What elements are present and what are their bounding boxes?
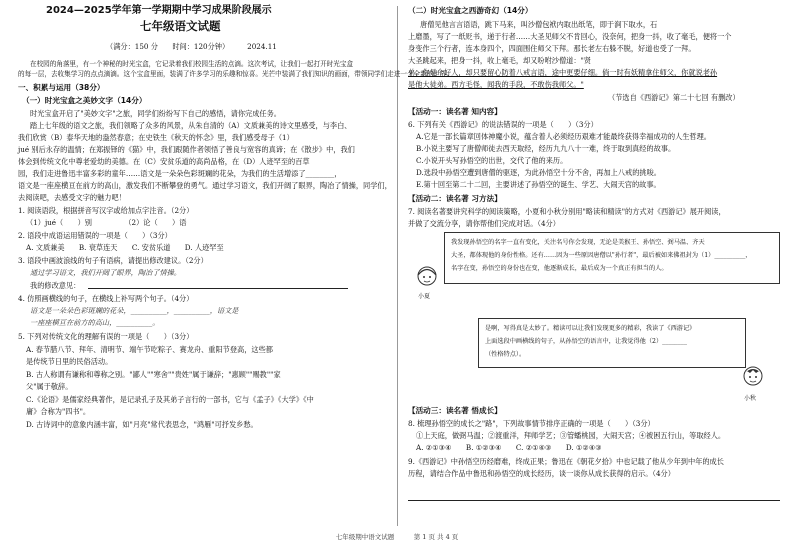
bubble-2-line-1: 是啊，写得真是太妙了。精读可以让我们发现更多的精彩，我读了《西游记》 [485, 325, 696, 332]
bubble-1-line-2[interactable]: 大圣，都体现他的身份性格。还有……因为一些原因唐僧以"孙行者"，最后被如来佛祖封为（1）__________， [451, 252, 752, 259]
girl-avatar-icon [412, 262, 442, 292]
activity-3-heading: 【活动三：读名著 悟成长】 [408, 406, 502, 415]
passage-line-1: 时光宝盒开启了"美妙文字"之旅，同学们纷纷写下自己的感悟，请你完成任务。 [30, 109, 281, 118]
question-6: 6. 下列有关《西游记》的说法错误的一项是（ ）（3分） [408, 120, 598, 129]
question-3: 3. 语段中画波浪线的句子有语病，请提出修改建议。（2分） [18, 256, 208, 265]
dialogue-bubble-xiaoqiu [478, 318, 746, 368]
activity-2-heading: 【活动二：读名著 习方法】 [408, 194, 502, 203]
question-3-answer-line[interactable] [88, 288, 348, 289]
question-5-option-c1[interactable]: C.《论语》是儒家经典著作，是记录孔子及其弟子言行的一部书，它与《孟子》《大学》《中 [26, 395, 314, 404]
activity-1-heading: 【活动一：读名著 知内容】 [408, 107, 502, 116]
passage-line-2: 踏上七年级的语文之旅，我们领略了众多的风景，从朱自清的（A）文质兼美的诗文里感受，与李白、 [30, 121, 352, 130]
excerpt-source: （节选自《西游记》第二十七回 有删改） [608, 93, 740, 102]
exam-title: 2024—2025学年第一学期期中学习成果阶段展示 [46, 5, 272, 16]
question-6-option-e[interactable]: E.第十回至第二十二回，主要讲述了孙悟空的诞生、学艺、大闹天宫的故事。 [416, 180, 661, 189]
excerpt-line-4: 大圣跳起来，把身一抖，收上毫毛，却又吩咐沙僧道："贤 [408, 56, 591, 65]
sub-1-heading: （一）时光宝盒之美妙文字（14分） [22, 96, 147, 105]
question-3-sentence: 通过学习语文，我们开阔了眼界，陶冶了情操。 [30, 268, 181, 277]
passage-line-7: 语文是一座座横亘在前方的高山，激发我们不断攀登的勇气。通过学习语文，我们开阔了眼界，陶冶了情操，同学们， [18, 181, 392, 190]
question-6-option-a[interactable]: A.它是一部长篇章回体神魔小说，蕴含着人必须经历艰难才能最终获得幸福成功的人生哲理。 [416, 132, 711, 141]
question-2: 2. 语段中成语运用错误的一项是（ ）（3分） [18, 231, 172, 240]
question-6-option-c[interactable]: C.小说开头写孙悟空的出世，交代了他的来历。 [416, 156, 568, 165]
exam-meta: （满分：150 分 时间：120分钟） 2024.11 [106, 42, 277, 51]
section-1-heading: 一、积累与运用（38分） [18, 83, 105, 92]
passage-line-4: jué 别后永存的温情；在郑振铎的《猫》中，我们跟随作者领悟了善良与宽容的真谛；在《散步》中，我们 [18, 145, 355, 154]
question-6-option-b[interactable]: B.小说主要写了唐僧师徒去西天取经，经历九九八十一难，终于取到真经的故事。 [416, 144, 676, 153]
intro-line-2: 的每一层，去收集学习的点点滴滴。这个宝盒里面，装满了许多学习的乐趣和惊喜。光芒中装满了我们知识的画面，带领同学们走进一个全新的世界。 [18, 70, 454, 78]
question-5-option-d[interactable]: D. 古诗词中的意象内涵丰富，如"月亮"常代表思念，"鸿雁"可抒发乡愁。 [26, 420, 258, 429]
passage-line-5: 体会到传统文化中尊老爱幼的美德。在（C）安贫乐道的高尚品格，在（D）人迹罕至的百草 [18, 157, 310, 166]
excerpt-line-3: 身变作三个行者，连本身四个，四面围住师父下拜。那长老左右躲不脱，好道也受了一拜。 [408, 44, 696, 53]
bubble-2-line-3: （性格特点）。 [485, 351, 526, 358]
question-5-option-b1[interactable]: B. 古人称谓有谦称和尊称之别。"鄙人""寒舍""贵姓"属于谦辞；"惠顾""赐教""家 [26, 370, 281, 379]
question-8-items: ①上天庭，做弼马温；②渡重洋，拜师学艺；③管蟠桃园，大闹天宫；④被困五行山，等取经人。 [416, 431, 726, 440]
question-5-option-a2: 是传统节日里的民俗活动。 [26, 357, 113, 366]
question-2-options[interactable]: A. 文质兼美 B. 衰草连天 C. 安贫乐道 D. 人迹罕至 [26, 243, 224, 252]
question-9: 9.《西游记》中孙悟空历经磨难，终成正果；鲁迅在《朝花夕拾》中也记载了他从少年到中年的成长 [408, 457, 724, 466]
question-9-b: 历程，请结合作品中鲁迅和孙悟空的成长经历，谈一谈你从成长获得的启示。（4分） [408, 469, 675, 478]
question-7: 7. 阅读名著要讲究科学的阅读策略，小夏和小秋分别用"略读和精读"的方式对《西游记》展开阅读， [408, 207, 726, 216]
bubble-1-line-1: 我发现孙悟空的名字一直有变化，关注名号你会发现，无论是美猴王、孙悟空、弼马温、齐天 [451, 239, 705, 246]
passage-line-8: 去阅读吧，去感受文字的魅力吧！ [18, 193, 126, 202]
question-5-option-c2: 庸》合称为"四书"。 [26, 407, 91, 416]
question-6-option-d[interactable]: D.选段中孙悟空遭到唐僧的驱逐，为此孙悟空十分不舍，再加上八戒的挑唆。 [416, 168, 661, 177]
question-5-option-a1[interactable]: A. 春节腊八节、拜年、清明节、端午节吃粽子、赛龙舟、重阳节登高，这些都 [26, 345, 273, 354]
excerpt-line-1: 唐僧见他言言语语，跳下马来，叫沙僧包袱内取出纸笔，即于涧下取水，石 [420, 20, 658, 29]
question-4: 4. 仿照画横线的句子，在横线上补写两个句子。（4分） [18, 294, 194, 303]
question-5: 5. 下列对传统文化的理解有误的一项是（ ）（3分） [18, 332, 194, 341]
intro-line-1: 在校园的角落里，有一个神秘的时光宝盒，它记录着我们校园生活的点滴。这次考试，让我们一起打开时光宝盒 [30, 60, 354, 68]
exam-subject: 七年级语文试题 [140, 19, 221, 33]
question-9-answer-line[interactable] [408, 500, 780, 501]
bubble-1-line-3: 名字在变，孙悟空的身份也在变，他逐渐成长，最后成为一个真正有担当的人。 [451, 265, 668, 272]
speaker-name-1: 小夏 [418, 293, 431, 300]
excerpt-line-5: 弟，你是个好人，却只要留心防着八戒言语，途中更要仔细。倘一时有妖精拿住师父，你就说老孙 [408, 68, 718, 77]
sub-2-heading: （二）时光宝盒之西游奇幻（14分） [408, 6, 533, 15]
page-footer: 七年级期中语文试题 第 1 页 共 4 页 [335, 533, 459, 541]
question-3-answer-label: 我的修改意见： [30, 281, 81, 290]
question-8: 8. 梳理孙悟空的成长之"路"，下列故事情节排序正确的一项是（ ）（3分） [408, 419, 655, 428]
column-divider [397, 6, 398, 526]
passage-line-3: 我们欣赏（B）泰华天地的盎然春意；在史铁生《秋天的怀念》里，我们感受母子（1） [18, 133, 294, 142]
question-4-line-1[interactable]: 语文是一朵朵色彩斑斓的花朵，__________，__________，语文是 [30, 306, 239, 315]
question-1-answer[interactable]: （1）jué（ ）别 （2）论（ ）语 [26, 218, 187, 227]
bubble-2-line-2[interactable]: 上面选段中画横线的句子，从孙悟空的语言中，让我觉得他（2）________ [485, 338, 687, 345]
question-5-option-b2: 父"属于敬辞。 [26, 382, 73, 391]
question-8-options[interactable]: A. ②①③④ B. ①②③④ C. ②①④③ D. ①②④③ [416, 443, 602, 452]
passage-line-6: 园，我们走进鲁迅丰富多彩的童年……语文是一朵朵色彩斑斓的花朵，为我们的生活增添了________， [18, 169, 342, 178]
question-1: 1. 阅读语段，根据拼音写汉字或给加点字注音。（2分） [18, 206, 194, 215]
question-4-line-2[interactable]: 一座座横亘在前方的高山，__________。 [30, 318, 160, 327]
excerpt-line-6: 是他大徒弟。西方毛怪，闻我的手段，不敢伤我师父。" [408, 80, 584, 89]
dialogue-bubble-xiaoxia [444, 232, 780, 284]
question-7-b: 并做了交流分享，请你帮他们完成对话。（4分） [408, 219, 560, 228]
boy-avatar-icon [738, 362, 768, 392]
excerpt-line-2: 上磨墨，写了一纸贬书，递于行者……大圣见师父不肯回心，没奈何，把身一抖，收了毫毛，便将一个 [408, 32, 732, 41]
speaker-name-2: 小秋 [744, 395, 757, 402]
